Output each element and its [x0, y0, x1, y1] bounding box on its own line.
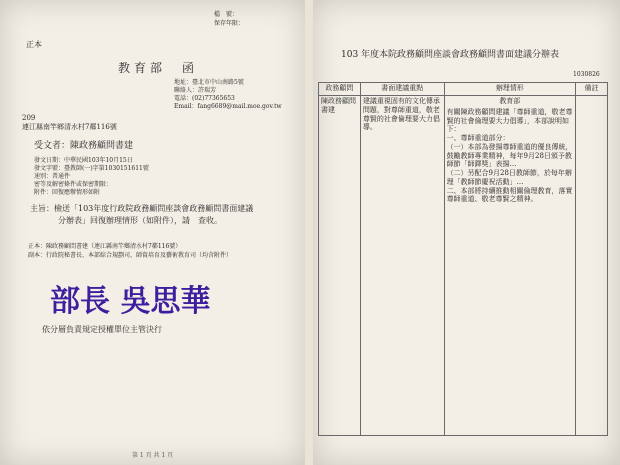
sender-address: 地址：臺北市中山南路5號: [174, 79, 244, 86]
recipient: 受文者：陳政務顧問書建: [34, 141, 134, 151]
suggestion-cell: 建議重視固有的文化傳承問題，對尊師重道，敬老尊賢的社會倫理要大力倡導。: [360, 96, 444, 436]
response-heading: 教育部: [499, 97, 521, 105]
column-header: 書面建議重點: [360, 83, 444, 96]
authority-note: 依分層負責規定授權單位主管決行: [42, 325, 162, 334]
column-header: 備註: [576, 83, 608, 96]
table-title: 103 年度本院政務顧問座談會政務顧問書面建議分辦表: [341, 50, 560, 60]
note-cell: [576, 96, 608, 436]
letter-title: 教育部 函: [118, 61, 199, 75]
table-header-row: [319, 83, 608, 96]
document-number: 發文字號：臺教師(一)字第1030151611號: [34, 165, 149, 172]
contact-email: Email：fang6689@mail.moe.gov.tw: [174, 103, 282, 110]
retention-label: 保存年限：: [214, 20, 245, 27]
cc-copy: 副本：行政院秘書長、本部綜合規劃司、師資培育及藝術教育司（均含附件）: [28, 252, 233, 259]
recipient-address: 連江縣南竿鄉清水村7鄰116號: [22, 123, 117, 131]
copy-label: 正本: [26, 40, 42, 49]
minister-signature-stamp: 部長 吳思華: [50, 284, 211, 319]
file-label: 檔 號：: [214, 11, 239, 18]
reference-number: 1030826: [573, 71, 600, 78]
contact-person: 聯絡人：許瑞芳: [174, 87, 217, 94]
response-cell: [444, 96, 576, 436]
recipient-postcode: 209: [22, 114, 36, 122]
issue-date: 發文日期：中華民國103年10月15日: [34, 157, 133, 164]
suggestion-table: [318, 82, 608, 436]
page-number: 第 1 頁 共 1 頁: [132, 452, 174, 459]
speed: 速別：普通件: [34, 173, 71, 180]
column-header: 辦理情形: [444, 83, 576, 96]
secrecy: 密等及解密條件或保密期限：: [34, 181, 113, 188]
attachment: 附件：回復應辦情形如附: [34, 189, 101, 196]
response-body: 有關陳政務顧問建議「尊師重道，敬老尊賢的社會倫理要大力倡導」，本部說明如下： 一、尊師重道部分： （一）本部為發揚尊師重道的優良傳統，鼓勵教師專業精神，每年9月28日頒予教師節「師鐸獎」表揚… （二）另配合9月28日教師節，於每年辦理「教師節慶祝活動」… 二、本部將持續推動相關倫理教育，落實尊師重道、敬老尊賢之精神。: [446, 107, 573, 204]
contact-phone: 電話：(02)77365653: [174, 95, 235, 102]
advisor-cell: 陳政務顧問書建: [319, 96, 361, 436]
cc-main: 正本：陳政務顧問書建（連江縣南竿鄉清水村7鄰116號）: [28, 243, 182, 250]
column-header: 政務顧問: [319, 83, 361, 96]
official-letter-page: [0, 0, 305, 465]
table-row: [319, 96, 608, 436]
subject-line-1: 主旨：檢送「103年度行政院政務顧問座談會政務顧問書面建議: [30, 204, 254, 213]
subject-line-2: 分辦表」回復辦理情形（如附件），請 查收。: [58, 216, 222, 225]
photo-divider: [305, 0, 313, 465]
